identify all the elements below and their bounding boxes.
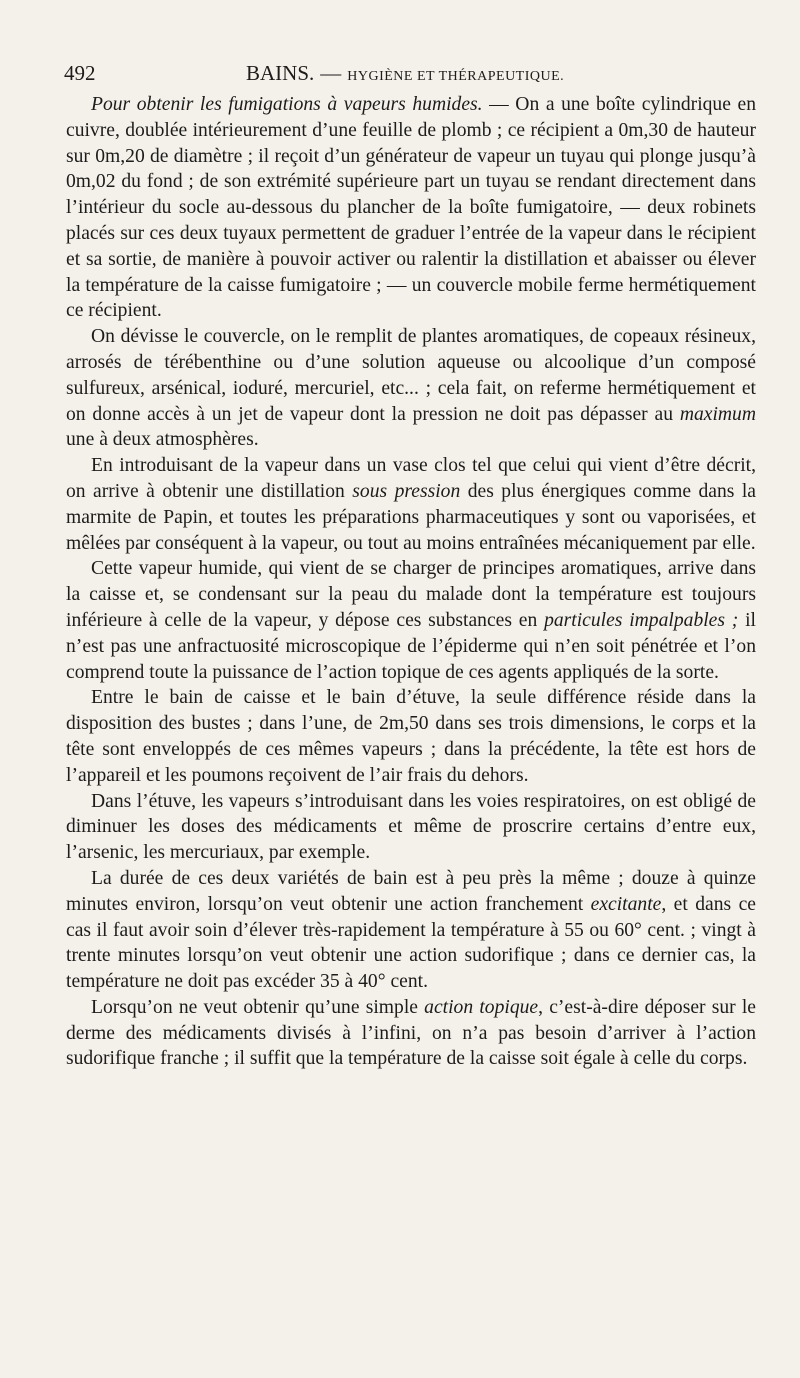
paragraph-emphasis: excitante [590,893,662,915]
paragraph-action-topique [66,995,756,1072]
paragraph-emphasis: sous pression [352,480,461,502]
paragraph-duree [66,866,756,995]
running-title-right: HYGIÈNE ET THÉRAPEUTIQUE. [347,69,565,84]
paragraph-couvercle [66,324,756,453]
paragraph-bain-caisse-etuve [66,685,756,788]
paragraph-text: Lorsqu’on ne veut obtenir qu’une simple [91,996,425,1018]
paragraph-emphasis: particules impalpables ; [544,609,739,631]
paragraph-text: Cette vapeur humide, qui vient de se charger de principes aromatiques, arrive dans la caisse et, se condensant sur la peau du malade dont la température est toujours inférieure à celle de la vapeur, y dépose ces substances en [66,558,756,631]
paragraph-text: des plus énergiques comme dans la marmite de Papin, et toutes les préparations pharmaceutiques y sont ou vaporisées, et mêlées par conséquent à la vapeur, ou tout au moins entraînées mécaniquement par elle. [66,480,757,554]
paragraph-text: , c’est-à-dire déposer sur le derme des médicaments divisés à l’infini, on n’a pas besoin d’arriver à l’action sudorifique franche ; il suffit que la température de la caisse soit égale à celle du corps. [66,996,757,1070]
page-number: 492 [64,61,96,85]
paragraph-text: il n’est pas une anfractuosité microscopique de l’épiderme qui n’en soit pénétrée et l’on comprend toute la puissance de l’action topique de ces agents appliqués de la sorte. [66,609,757,683]
paragraph-fumigations [66,92,756,324]
paragraph-vapeur-humide [66,556,756,685]
body-text [66,92,756,1072]
paragraph-emphasis: action topique [424,996,539,1018]
paragraph-text: En introduisant de la vapeur dans un vase clos tel que celui qui vient d’être décrit, on arrive à obtenir une distillation [66,455,756,502]
running-title-dash: — [320,61,342,85]
running-title-left: BAINS. [246,61,315,85]
running-header [64,58,760,92]
paragraph-text: La durée de ces deux variétés de bain est à peu près la même ; douze à quinze minutes environ, lorsqu’on veut obtenir une action franchement [66,867,756,915]
paragraph-text: Dans l’étuve, les vapeurs s’introduisant dans les voies respiratoires, on est obligé de diminuer les doses des médicaments et même de proscrire certains d’entre eux, l’arsenic, les mercuriaux, par exemple. [66,790,756,864]
paragraph-lead: Pour obtenir les fumigations à vapeurs humides. [91,94,483,115]
paragraph-text: — On a une boîte cylindrique en cuivre, doublée intérieurement d’une feuille de plomb ; ce récipient a 0m,30 de hauteur sur 0m,20 de diamètre ; il reçoit d’un générateur de vapeur un tuyau qui plonge jusqu’à 0m,02 du fond ; de son extrémité supérieure part un tuyau se rendant directement dans l’intérieur du socle au-dessous du plancher de la boîte fumigatoire, — deux robinets placés sur ces deux tuyaux permettent de graduer l’entrée de la vapeur dans le récipient et sa sortie, de manière à pouvoir activer ou ralentir la distillation et abaisser ou élever la température de la caisse fumigatoire ; — un couvercle mobile ferme hermétiquement ce récipient. [66,94,756,322]
paragraph-etuve [66,789,756,866]
paragraph-text: une à deux atmosphères. [66,429,259,451]
paragraph-text: On dévisse le couvercle, on le remplit de plantes aromatiques, de copeaux résineux, arrosés de térébenthine ou d’une solution aqueuse ou alcoolique d’un composé sulfureux, arsénical, ioduré, mercuriel, etc... ; cela fait, on referme hermétiquement et on donne accès à un jet de vapeur dont la pression ne doit pas dépasser au [66,326,756,425]
running-title [246,58,564,92]
paragraph-text: , et dans ce cas il faut avoir soin d’élever très-rapidement la température à 55 ou 60° cent. ; vingt à trente minutes lorsqu’on veut obtenir une action sudorifique ; dans ce dernier cas, la température ne doit pas excéder 35 à 40° cent. [66,893,756,993]
paragraph-distillation [66,453,756,556]
paragraph-text: Entre le bain de caisse et le bain d’étuve, la seule différence réside dans la disposition des bustes ; dans l’une, de 2m,50 dans ses trois dimensions, le corps et la tête sont enveloppés de ces mêmes vapeurs ; dans la précédente, la tête est hors de l’appareil et les poumons reçoivent de l’air frais du dehors. [66,687,756,786]
paragraph-emphasis: maximum [679,403,756,425]
